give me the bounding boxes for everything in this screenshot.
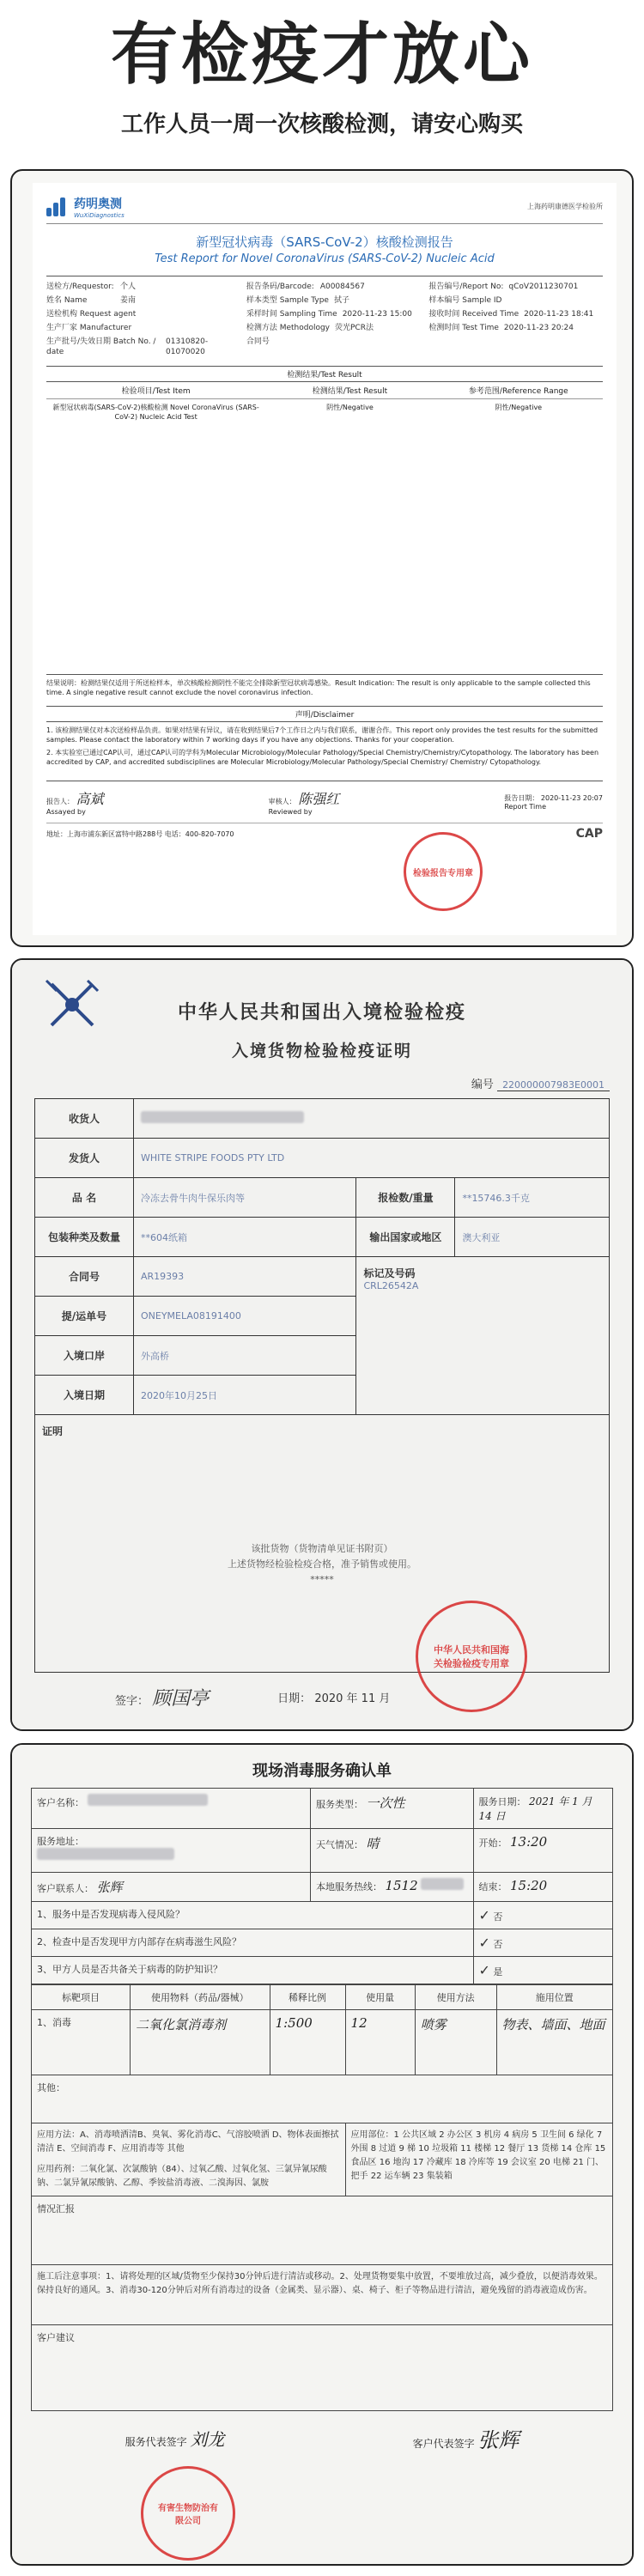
result-section-header: 检测结果/Test Result xyxy=(46,366,603,382)
table-cell: 物表、墙面、地面 xyxy=(496,2010,612,2075)
certificate-number xyxy=(34,1075,610,1091)
report-field-value: A00084567 xyxy=(319,283,365,291)
situation-cell: 情况汇报 xyxy=(32,2196,613,2265)
client-label: 客户名称： xyxy=(37,1797,84,1808)
column-header: 施用位置 xyxy=(496,1985,612,2010)
cell-value: CRL26542A xyxy=(363,1280,419,1291)
disinfection-confirmation-card xyxy=(10,1743,634,2566)
result-table-row xyxy=(46,399,603,425)
cell-value: 冷冻去骨牛肉牛保乐肉等 xyxy=(134,1178,356,1218)
report-field-value: 个人 xyxy=(120,283,137,291)
report-field-value: 姜南 xyxy=(120,296,137,305)
company-seal xyxy=(141,2466,235,2561)
question-cell: 2、检查中是否发现甲方内部存在病毒滋生风险？ xyxy=(32,1929,474,1957)
cell-label: 入境口岸 xyxy=(35,1336,134,1376)
question-cell: 1、服务中是否发现病毒入侵风险？ xyxy=(32,1902,474,1929)
report-field xyxy=(46,323,238,333)
cell-value: WHITE STRIPE FOODS PTY LTD xyxy=(134,1139,610,1178)
disclaimer-header: 声明/Disclaimer xyxy=(46,706,603,722)
weather-value: 晴 xyxy=(366,1836,380,1851)
report-date-label: 报告日期： xyxy=(504,794,539,802)
cap-logo: CAP xyxy=(575,827,603,841)
result-head-result: 检测结果/Test Result xyxy=(312,387,388,396)
cell-label: 合同号 xyxy=(35,1257,134,1297)
table-row xyxy=(35,1178,610,1218)
lab-name-en: WuXiDiagnostics xyxy=(74,211,125,219)
report-field-value: 01310820-01070020 xyxy=(166,337,209,356)
reviewer-label: 审核人： xyxy=(268,798,296,805)
result-value: 阴性/Negative xyxy=(326,404,374,411)
report-field-label: 送检方/Requestor: xyxy=(46,283,114,291)
table-row xyxy=(32,2196,613,2265)
table-row xyxy=(35,1415,610,1673)
client-sign-label: 客户代表签字 xyxy=(412,2438,475,2450)
result-head-reference: 参考范围/Reference Range xyxy=(468,387,568,396)
answer-cell xyxy=(473,1929,613,1957)
blurred-value xyxy=(421,1878,464,1890)
report-field-label: 采样时间 Sampling Time xyxy=(246,310,337,319)
hotline-label: 本地服务热线： xyxy=(315,1881,382,1893)
report-seal-text: 检验报告专用章 xyxy=(413,868,473,878)
certificate-table xyxy=(34,1098,610,1673)
report-field-value: 2020-11-23 15:00 xyxy=(342,310,412,319)
report-lab-header xyxy=(46,190,603,224)
table-row xyxy=(32,1957,613,1984)
address-cell xyxy=(32,1829,311,1873)
certificate-title: 入境货物检验检疫证明 xyxy=(231,1042,412,1060)
certificate-paper xyxy=(12,960,632,1729)
report-field-label: 样本编号 Sample ID xyxy=(428,296,502,305)
marks-cell xyxy=(356,1257,610,1415)
report-fields xyxy=(46,276,603,357)
report-field xyxy=(246,323,421,333)
report-title-cn: 新型冠状病毒（SARS-CoV-2）核酸检测报告 xyxy=(196,234,453,250)
start-cell xyxy=(473,1829,613,1873)
date-label: 日期： xyxy=(277,1692,312,1705)
certification-line: ***** xyxy=(310,1574,334,1585)
table-row xyxy=(32,1789,613,1829)
tester-signature: 高斌 xyxy=(76,791,104,807)
cell-value: 澳大利亚 xyxy=(455,1218,610,1257)
contact-value: 张辉 xyxy=(96,1880,123,1895)
report-field-value: 拭子 xyxy=(333,296,349,305)
certificate-signature-row xyxy=(115,1684,390,1710)
customs-seal-text: 中华人民共和国海关检验检疫专用章 xyxy=(434,1644,509,1669)
disclaimer-list xyxy=(46,722,603,767)
inspector-signature: 顾国亭 xyxy=(152,1688,210,1710)
report-field-label: 合同号 xyxy=(246,337,270,346)
report-field xyxy=(246,282,421,292)
customs-seal xyxy=(416,1601,527,1712)
report-field-label: 检测时间 Test Time xyxy=(428,324,499,332)
certification-cell xyxy=(35,1415,610,1673)
report-field xyxy=(428,295,603,306)
cell-value: 2020年10月25日 xyxy=(134,1376,356,1415)
contact-cell xyxy=(32,1873,311,1902)
cell-value: **604纸箱 xyxy=(134,1218,356,1257)
cell-label: 报检数/重量 xyxy=(356,1178,455,1218)
certificate-org: 中华人民共和国出入境检验检疫 xyxy=(177,1002,466,1024)
report-field-value: 2020-11-23 18:41 xyxy=(524,310,594,319)
check-icon: ✓ xyxy=(478,1962,490,1978)
table-row xyxy=(35,1257,610,1297)
report-field xyxy=(46,282,238,292)
cell-value: 外高桥 xyxy=(134,1336,356,1376)
report-date-label-en: Report Time xyxy=(504,803,546,811)
service-date-value: 2021 年 1 月 14 日 xyxy=(478,1795,592,1822)
cell-label: 发货人 xyxy=(35,1139,134,1178)
check-icon: ✓ xyxy=(478,1907,490,1923)
hotline-value: 1512 xyxy=(385,1878,418,1893)
report-blank-area xyxy=(46,425,603,674)
service-date-label: 服务日期： xyxy=(478,1796,526,1807)
service-date-cell xyxy=(473,1789,613,1829)
method-scope-cell xyxy=(32,2123,346,2196)
hero-subtitle: 工作人员一周一次核酸检测，请安心购买 xyxy=(120,112,523,137)
report-field-label: 报告条码/Barcode: xyxy=(246,283,314,291)
certification-line: 该批货物（货物清单见证书附页） xyxy=(251,1543,393,1554)
report-signatures xyxy=(46,781,603,816)
report-field xyxy=(246,309,421,319)
report-footer-address: 地址：上海市浦东新区富特中路288号 电话：400-820-7070 xyxy=(46,829,234,838)
certification-label: 证明 xyxy=(42,1425,64,1437)
disinfection-info-table xyxy=(31,1788,613,1984)
certificate-date: 2020 年 11 月 xyxy=(314,1692,391,1705)
customs-emblem-icon xyxy=(41,974,103,1036)
answer-cell xyxy=(473,1957,613,1984)
table-cell: 1、消毒 xyxy=(32,2010,131,2075)
table-row xyxy=(32,1902,613,1929)
column-header: 使用量 xyxy=(345,1985,415,2010)
cell-label: 品 名 xyxy=(35,1178,134,1218)
contact-label: 客户联系人： xyxy=(37,1883,94,1894)
result-reference: 阴性/Negative xyxy=(495,404,543,411)
report-field-label: 送检机构 Request agent xyxy=(46,310,137,319)
notes-cell: 施工后注意事项：1、请将处理的区域/货物至少保持30分钟后进行清洁或移动。2、处理货物要集中放置，不要堆放过高，减少叠放，以便消毒效果。保持良好的通风。3、消毒30-120分钟后对所有消毒过的设备（金属类、显示器）、桌、椅子、柜子等物品进行清洁，避免残留的消毒液造成伤害。 xyxy=(32,2265,613,2325)
report-field-label: 样本类型 Sample Type xyxy=(246,296,329,305)
disinfection-paper xyxy=(12,1745,632,2564)
end-cell xyxy=(473,1873,613,1902)
other-cell: 其他： xyxy=(32,2075,613,2123)
tester-label-en: Assayed by xyxy=(46,808,86,816)
start-label: 开始： xyxy=(478,1838,507,1849)
blurred-value xyxy=(37,1848,174,1860)
company-seal-text: 有害生物防治有限公司 xyxy=(158,2504,218,2526)
sign-label: 签字： xyxy=(115,1695,149,1708)
result-table-header xyxy=(46,382,603,399)
certificate-number-value: 220000007983E0001 xyxy=(497,1079,610,1091)
table-row xyxy=(32,2325,613,2411)
column-header: 使用方法 xyxy=(415,1985,496,2010)
rep-signature: 刘龙 xyxy=(190,2429,225,2450)
rep-label: 服务代表签字 xyxy=(125,2436,187,2448)
table-cell: 12 xyxy=(345,2010,415,2075)
report-field-value: 荧光PCR法 xyxy=(335,324,374,332)
cell-label: 入境日期 xyxy=(35,1376,134,1415)
materials-text: 应用药剂：二氧化氯、次氯酸钠（84）、过氧乙酸、过氧化氢、三氯异氰尿酸钠、二氯异氰尿酸钠、乙醇、季铵盐消毒液、二溴海因、氯胺 xyxy=(37,2165,327,2188)
report-field xyxy=(46,309,238,319)
report-field-label: 生产批号/失效日期 Batch No. / date xyxy=(46,337,156,356)
result-item: 新型冠状病毒(SARS-CoV-2)核酸检测 Novel CoronaVirus (SARS-CoV-2) Nucleic Acid Test xyxy=(52,404,259,421)
report-field-label: 报告编号/Report No: xyxy=(428,283,504,291)
hero-title: 有检疫才放心 xyxy=(110,16,533,94)
client-signature: 张辉 xyxy=(477,2428,519,2452)
service-type-label: 服务类型： xyxy=(315,1799,363,1810)
report-footer xyxy=(46,823,603,841)
disinfection-signature-row xyxy=(31,2423,613,2453)
disinfection-title: 现场消毒服务确认单 xyxy=(252,1762,392,1780)
method-text: 应用方法：A、消毒喷洒清B、臭氧、雾化消毒C、气溶胶喷洒 D、物体表面擦拭清洁 E、空间消毒 F、应用消毒等 其他 xyxy=(37,2130,339,2154)
disclaimer-item: 1. 该检测结果仅对本次送检样品负责。如果对结果有异议，请在收到结果后7个工作日之内与我们联系，谢谢合作。This report only provides the test results for the submitted samples. Please contact the laboratory within 7 working days if you have any objections. Thanks for your cooperation. xyxy=(46,726,598,744)
report-field-label: 姓名 Name xyxy=(46,296,88,305)
report-field-label: 检测方法 Methodology xyxy=(246,324,330,332)
hotline-cell xyxy=(310,1873,473,1902)
report-field-label: 生产厂家 Manufacturer xyxy=(46,324,132,332)
table-cell: 喷雾 xyxy=(415,2010,496,2075)
service-type-value: 一次性 xyxy=(366,1795,405,1811)
answer-value: 否 xyxy=(493,1911,503,1923)
reviewer-signature: 陈强红 xyxy=(298,791,340,807)
start-value: 13:20 xyxy=(510,1834,548,1850)
report-field xyxy=(46,337,238,357)
answer-value: 否 xyxy=(493,1939,503,1950)
cell-label: 包装种类及数量 xyxy=(35,1218,134,1257)
table-row xyxy=(35,1099,610,1139)
answer-cell xyxy=(473,1902,613,1929)
hero-header xyxy=(0,0,644,163)
reviewer-label-en: Reviewed by xyxy=(268,808,313,816)
report-field xyxy=(246,337,421,357)
cell-label: 收货人 xyxy=(35,1099,134,1139)
report-seal xyxy=(404,832,483,911)
column-header: 稀释比例 xyxy=(270,1985,345,2010)
report-field xyxy=(428,309,603,319)
result-head-item: 检验项目/Test Item xyxy=(121,387,191,396)
report-field xyxy=(46,295,238,306)
lab-logo-icon xyxy=(46,197,69,216)
column-header: 使用物料（药品/器械） xyxy=(131,1985,270,2010)
certification-text xyxy=(42,1541,602,1588)
check-icon: ✓ xyxy=(478,1935,490,1951)
inspection-certificate-card xyxy=(10,958,634,1731)
address-label: 服务地址： xyxy=(37,1836,84,1847)
lab-address-right: 上海药明康德医学检验所 xyxy=(527,203,603,210)
report-field-label: 接收时间 Received Time xyxy=(428,310,519,319)
disinfection-materials-table xyxy=(31,1984,613,2411)
table-row xyxy=(32,1873,613,1902)
answer-value: 是 xyxy=(493,1966,503,1978)
table-cell: 二氧化氯消毒剂 xyxy=(131,2010,270,2075)
report-title-en: Test Report for Novel CoronaVirus (SARS-CoV-2) Nucleic Acid xyxy=(155,252,495,265)
client-cell xyxy=(32,1789,311,1829)
cell-label: 输出国家或地区 xyxy=(356,1218,455,1257)
cell-label: 提/运单号 xyxy=(35,1297,134,1336)
lab-logo xyxy=(46,195,125,219)
table-row xyxy=(35,1139,610,1178)
end-label: 结束： xyxy=(478,1881,507,1893)
certification-line: 上述货物经检验检疫合格，准予销售或使用。 xyxy=(228,1558,416,1570)
table-row xyxy=(32,2123,613,2196)
table-header-row xyxy=(32,1985,613,2010)
cell-value: ONEYMELA08191400 xyxy=(134,1297,356,1336)
table-row xyxy=(32,2265,613,2325)
table-cell: 1:500 xyxy=(270,2010,345,2075)
table-row xyxy=(32,2010,613,2075)
blurred-value xyxy=(88,1794,208,1806)
client-advice-cell: 客户建议 xyxy=(32,2325,613,2411)
service-type-cell xyxy=(310,1789,473,1829)
lab-name-cn: 药明奥测 xyxy=(74,197,122,211)
end-value: 15:20 xyxy=(510,1878,548,1893)
report-paper xyxy=(33,183,617,935)
table-row xyxy=(32,2075,613,2123)
cell-value: **15746.3千克 xyxy=(455,1178,610,1218)
table-row xyxy=(35,1218,610,1257)
certificate-number-label: 编号 xyxy=(471,1078,494,1091)
location-scope-cell: 应用部位：1 公共区域 2 办公区 3 机房 4 病房 5 卫生间 6 绿化 7 外围 8 过道 9 梯 10 垃圾箱 11 楼梯 12 餐厅 13 货梯 14 仓库 15 食品区 16 地沟 17 冷藏库 18 冷库等 19 会议室 20 电梯 21 门、把手 22 运车辆 23 集装箱 xyxy=(345,2123,612,2196)
report-field xyxy=(428,323,603,333)
report-field-label xyxy=(428,337,497,357)
report-field xyxy=(428,282,603,292)
result-note: 结果说明：检测结果仅适用于所送检样本，单次核酸检测阴性不能完全排除新型冠状病毒感染。Result Indication: The result is only applicable to the sample collected this time. A single negative result cannot exclude the novel coronavirus infection. xyxy=(46,674,603,697)
tester-label: 报告人： xyxy=(46,798,74,805)
cell-value: AR19393 xyxy=(134,1257,356,1297)
table-row xyxy=(32,1929,613,1957)
report-date: 2020-11-23 20:07 xyxy=(540,794,603,802)
consignee-value xyxy=(134,1099,610,1139)
column-header: 标靶项目 xyxy=(32,1985,131,2010)
disclaimer-item: 2. 本实验室已通过CAP认可，通过CAP认可的学科为Molecular Microbiology/Molecular Pathology/Special Chemistry/Chemistry/Cytopathology. The laboratory has been accredited by CAP, and accredited subdisciplines are Molecular Microbiology/Molecular Pathology/Special Chemistry/ Chemistry/ Cytopathology. xyxy=(46,749,599,766)
weather-label: 天气情况： xyxy=(315,1839,363,1850)
table-row xyxy=(32,1829,613,1873)
report-field xyxy=(246,295,421,306)
blurred-value xyxy=(141,1111,304,1123)
report-field xyxy=(428,337,603,357)
report-field-value: qCoV2011230701 xyxy=(508,283,579,291)
question-cell: 3、甲方人员是否共备关于病毒的防护知识？ xyxy=(32,1957,474,1984)
report-field-value: 2020-11-23 20:24 xyxy=(503,324,574,332)
weather-cell xyxy=(310,1829,473,1873)
cell-label: 标记及号码 xyxy=(363,1267,416,1279)
nucleic-acid-report-card xyxy=(10,169,634,947)
